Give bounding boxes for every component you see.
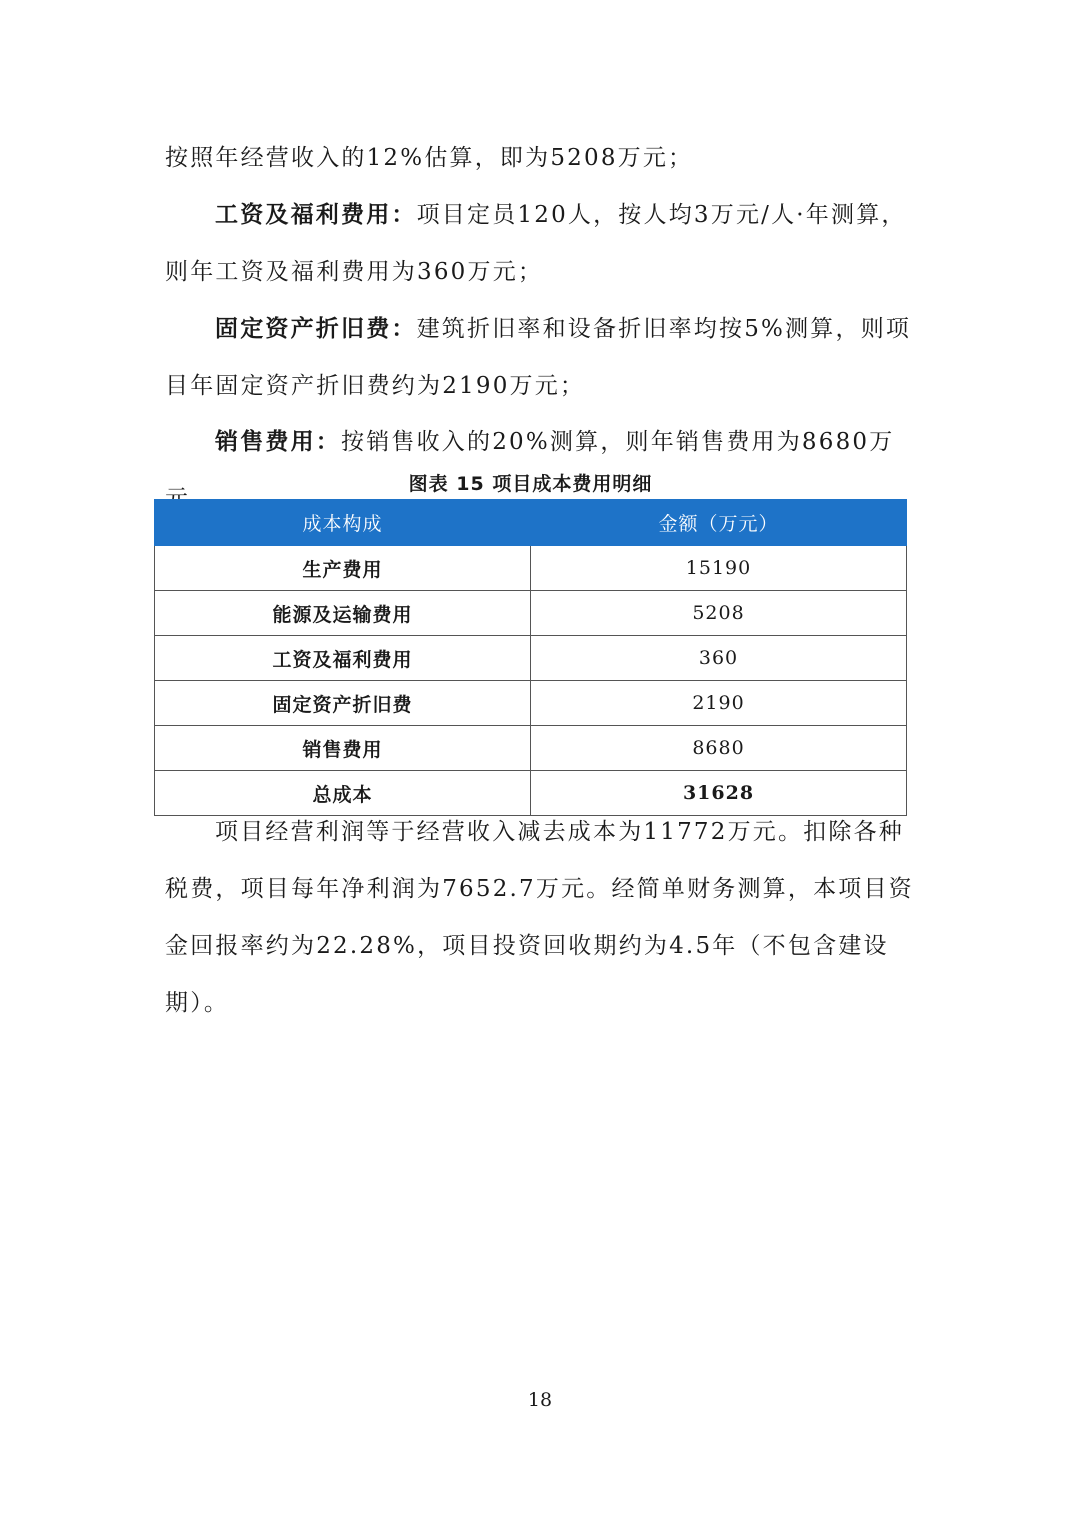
paragraph-wage-cost: 工资及福利费用：项目定员120人，按人均3万元/人·年测算，则年工资及福利费用为360万元； (165, 202, 907, 285)
table-row (155, 726, 907, 771)
cost-name: 生产费用 (155, 546, 531, 591)
table-row (155, 636, 907, 681)
cost-name: 固定资产折旧费 (155, 681, 531, 726)
paragraph-profit-summary: 项目经营利润等于经营收入减去成本为11772万元。扣除各种税费，项目每年净利润为7652.7万元。经简单财务测算，本项目资金回报率约为22.28%，项目投资回收期约为4.5年（不包含建设期）。 (165, 819, 914, 1016)
table-row (155, 591, 907, 636)
cost-amount: 2190 (531, 681, 907, 726)
cost-name: 销售费用 (155, 726, 531, 771)
table-caption: 图表 15 项目成本费用明细 (408, 473, 653, 495)
paragraph-lead-depreciation: 固定资产折旧费： (215, 316, 417, 342)
table-header-row (155, 500, 907, 546)
paragraph-lead-sales: 销售费用： (215, 429, 341, 455)
cost-name: 能源及运输费用 (155, 591, 531, 636)
cost-name: 工资及福利费用 (155, 636, 531, 681)
page-number: 18 (527, 1389, 553, 1411)
paragraph-depreciation: 固定资产折旧费：建筑折旧率和设备折旧率均按5%测算，则项目年固定资产折旧费约为2190万元； (165, 316, 912, 399)
paragraph-energy-cost: 按照年经营收入的12%估算，即为5208万元； (165, 145, 694, 171)
table-row (155, 681, 907, 726)
total-cost-name: 总成本 (155, 771, 531, 816)
cost-amount: 15190 (531, 546, 907, 591)
table-row (155, 546, 907, 591)
column-header-component: 成本构成 (155, 500, 531, 546)
cost-amount: 5208 (531, 591, 907, 636)
cost-amount: 360 (531, 636, 907, 681)
column-header-amount: 金额（万元） (531, 500, 907, 546)
cost-amount: 8680 (531, 726, 907, 771)
cost-table (154, 499, 907, 816)
total-cost-amount: 31628 (531, 771, 907, 816)
paragraph-lead-wage: 工资及福利费用： (215, 202, 417, 228)
paragraph-sales-cost: 销售费用：按销售收入的20%测算，则年销售费用为8680万 (215, 429, 895, 455)
